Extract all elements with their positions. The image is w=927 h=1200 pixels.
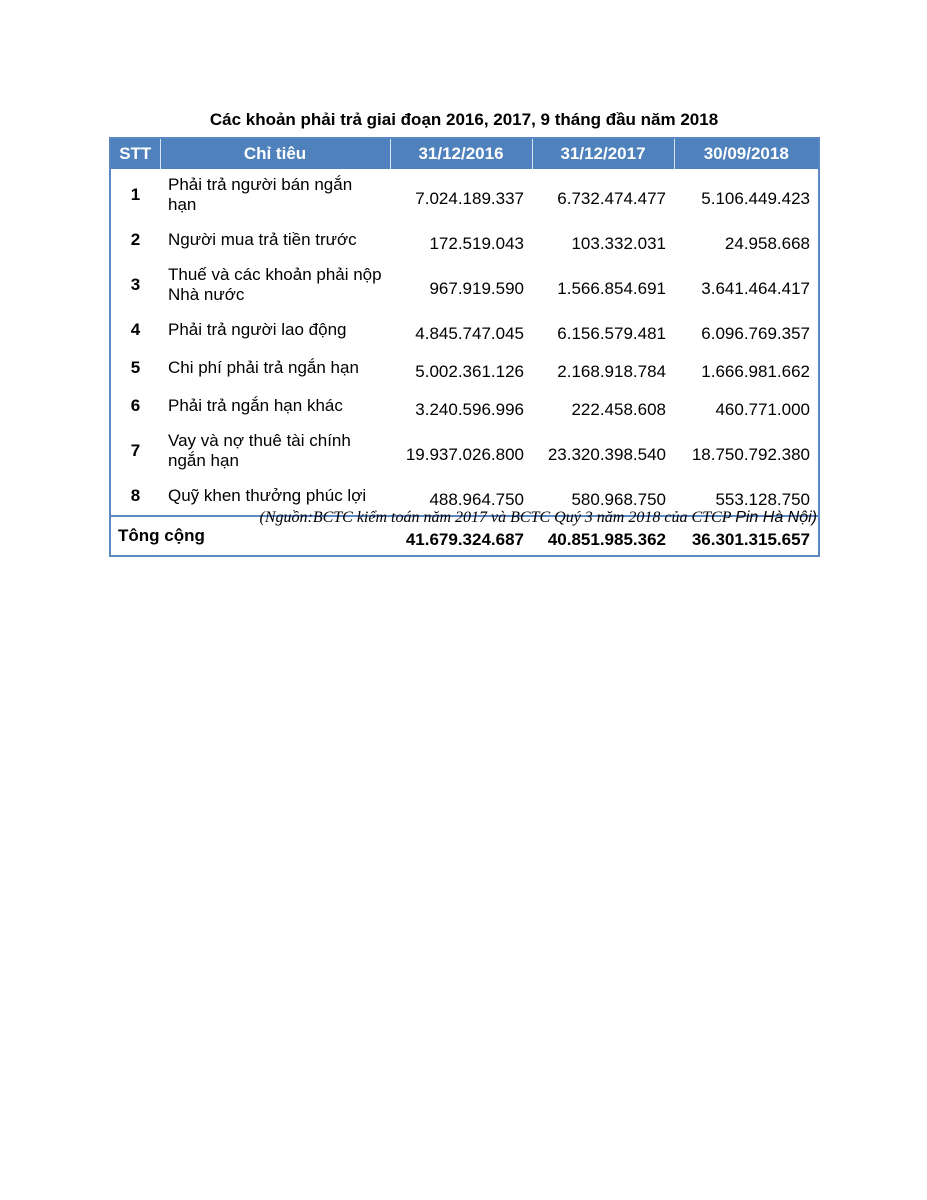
- header-stt: STT: [110, 138, 160, 169]
- row-stt: 6: [130, 396, 141, 415]
- row-value-2016: 967.919.590: [429, 279, 524, 298]
- header-2016: 31/12/2016: [390, 138, 532, 169]
- table-row: [110, 425, 819, 477]
- row-name: Thuế và các khoản phải nộp Nhà nước: [168, 265, 382, 304]
- row-name: Vay và nợ thuê tài chính ngắn hạn: [168, 431, 351, 470]
- row-name: Quỹ khen thưởng phúc lợi: [168, 486, 367, 505]
- table-row: [110, 349, 819, 387]
- row-value-2018: 5.106.449.423: [701, 189, 810, 208]
- total-value-2018: 36.301.315.657: [674, 516, 819, 556]
- row-value-2016: 172.519.043: [429, 234, 524, 253]
- header-2017: 31/12/2017: [532, 138, 674, 169]
- source-note-text: (Nguồn:BCTC kiểm toán năm 2017 và BCTC Quý 3 năm 2018 của CTCP: [259, 509, 736, 526]
- row-stt: 1: [130, 185, 141, 204]
- row-value-2018: 24.958.668: [724, 234, 810, 253]
- row-value-2017: 580.968.750: [571, 490, 666, 509]
- total-label: Tông cộng: [110, 516, 390, 556]
- payables-table: [109, 137, 820, 557]
- row-stt: 7: [130, 441, 141, 460]
- table-row: [110, 259, 819, 311]
- row-value-2016: 3.240.596.996: [415, 400, 524, 419]
- source-note: [259, 508, 817, 528]
- row-value-2018: 3.641.464.417: [701, 279, 810, 298]
- row-name: Phải trả người lao động: [168, 320, 347, 339]
- total-value-2017: 40.851.985.362: [532, 516, 674, 556]
- row-value-2017: 2.168.918.784: [557, 362, 666, 381]
- row-value-2016: 7.024.189.337: [415, 189, 524, 208]
- row-value-2017: 222.458.608: [571, 400, 666, 419]
- row-value-2018: 460.771.000: [715, 400, 810, 419]
- table-row: [110, 221, 819, 259]
- row-value-2016: 4.845.747.045: [415, 324, 524, 343]
- source-note-company: Pin Hà Nội): [735, 509, 817, 526]
- row-stt: 8: [130, 486, 141, 505]
- header-2018: 30/09/2018: [674, 138, 819, 169]
- row-name: Phải trả ngắn hạn khác: [168, 396, 343, 415]
- row-value-2016: 19.937.026.800: [405, 445, 524, 464]
- row-value-2018: 1.666.981.662: [701, 362, 810, 381]
- row-value-2016: 488.964.750: [429, 490, 524, 509]
- row-value-2017: 6.732.474.477: [557, 189, 666, 208]
- table-row: [110, 311, 819, 349]
- row-value-2017: 1.566.854.691: [557, 279, 666, 298]
- row-value-2017: 23.320.398.540: [547, 445, 666, 464]
- row-value-2018: 553.128.750: [715, 490, 810, 509]
- row-stt: 5: [130, 358, 141, 377]
- table-header-row: [110, 138, 819, 169]
- row-value-2016: 5.002.361.126: [415, 362, 524, 381]
- table-title: Các khoản phải trả giai đoạn 2016, 2017, 9 tháng đầu năm 2018: [209, 110, 719, 129]
- row-stt: 2: [130, 230, 141, 249]
- row-stt: 3: [130, 275, 141, 294]
- row-name: Người mua trả tiền trước: [168, 230, 357, 249]
- row-value-2017: 103.332.031: [571, 234, 666, 253]
- row-name: Chi phí phải trả ngắn hạn: [168, 358, 359, 377]
- table-row: [110, 169, 819, 221]
- total-value-2016: 41.679.324.687: [390, 516, 532, 556]
- row-value-2018: 18.750.792.380: [691, 445, 810, 464]
- table-row: [110, 387, 819, 425]
- row-value-2018: 6.096.769.357: [701, 324, 810, 343]
- row-name: Phải trả người bán ngắn hạn: [168, 175, 353, 214]
- row-value-2017: 6.156.579.481: [557, 324, 666, 343]
- header-indicator: Chỉ tiêu: [160, 138, 390, 169]
- row-stt: 4: [130, 320, 141, 339]
